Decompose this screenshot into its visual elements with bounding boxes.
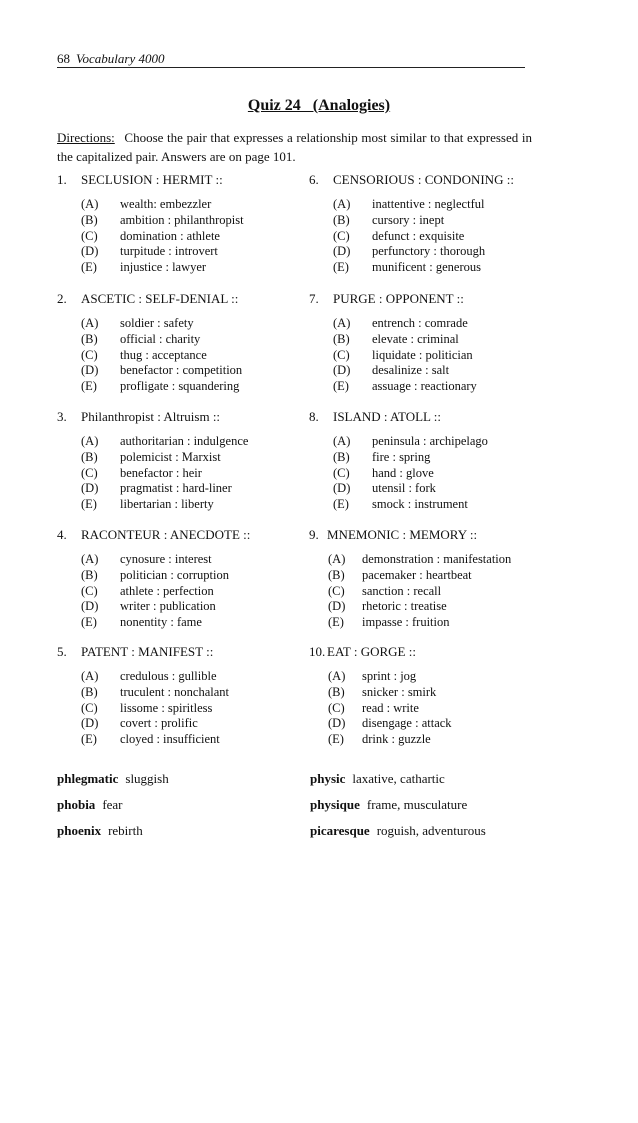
- answer-options: [57, 316, 242, 395]
- answer-option: [309, 599, 511, 615]
- option-letter: (B): [81, 331, 98, 346]
- vocab-definition: frame, musculature: [366, 797, 468, 812]
- option-letter: (B): [333, 212, 350, 227]
- answer-option: [309, 481, 488, 497]
- option-text: sanction : recall: [362, 583, 442, 598]
- option-letter: (D): [333, 363, 351, 378]
- option-letter: (B): [333, 449, 350, 464]
- answer-option: [57, 669, 229, 685]
- option-text: hand : glove: [372, 465, 434, 480]
- option-text: rhetoric : treatise: [362, 599, 447, 614]
- answer-options: [57, 434, 248, 513]
- vocab-term: phobia: [57, 797, 96, 812]
- directions-label: Directions:: [57, 130, 115, 145]
- question-3: [57, 408, 248, 513]
- option-text: turpitude : introvert: [120, 244, 218, 259]
- option-text: impasse : fruition: [362, 615, 450, 630]
- answer-option: [309, 732, 452, 748]
- answer-option: [57, 332, 242, 348]
- option-letter: (E): [328, 615, 344, 630]
- option-text: nonentity : fame: [120, 615, 202, 630]
- question-stem: [309, 290, 477, 308]
- option-letter: (B): [81, 449, 98, 464]
- answer-option: [309, 716, 452, 732]
- answer-option: [309, 466, 488, 482]
- option-text: cynosure : interest: [120, 552, 212, 566]
- question-8: [309, 408, 488, 513]
- option-text: authoritarian : indulgence: [120, 434, 249, 448]
- option-text: libertarian : liberty: [120, 497, 214, 512]
- answer-options: [57, 669, 229, 748]
- question-stem-text: ISLAND : ATOLL ::: [333, 409, 441, 424]
- answer-option: [57, 434, 248, 450]
- question-stem-text: PATENT : MANIFEST ::: [81, 644, 214, 659]
- option-letter: (B): [333, 331, 350, 346]
- book-title: Vocabulary 4000: [76, 51, 165, 66]
- option-text: munificent : generous: [372, 260, 481, 275]
- option-letter: (E): [81, 379, 97, 394]
- option-letter: (A): [81, 669, 99, 683]
- option-text: domination : athlete: [120, 228, 220, 243]
- question-number: 1.: [57, 172, 67, 187]
- option-letter: (C): [81, 228, 98, 243]
- option-letter: (A): [333, 434, 351, 448]
- option-text: pacemaker : heartbeat: [362, 567, 472, 582]
- answer-option: [309, 213, 514, 229]
- option-text: official : charity: [120, 331, 201, 346]
- answer-option: [57, 466, 248, 482]
- option-text: injustice : lawyer: [120, 260, 207, 275]
- option-text: elevate : criminal: [372, 331, 459, 346]
- option-text: read : write: [362, 700, 419, 715]
- answer-option: [57, 348, 242, 364]
- option-text: cursory : inept: [372, 212, 445, 227]
- option-letter: (D): [333, 244, 351, 259]
- option-text: wealth: embezzler: [120, 197, 212, 211]
- answer-option: [309, 348, 477, 364]
- option-letter: (C): [328, 583, 345, 598]
- answer-option: [309, 332, 477, 348]
- option-letter: (A): [328, 669, 346, 683]
- vocab-definition: roguish, adventurous: [376, 823, 486, 838]
- option-letter: (C): [333, 465, 350, 480]
- option-text: soldier : safety: [120, 316, 194, 330]
- option-text: fire : spring: [372, 449, 431, 464]
- answer-option: [57, 363, 242, 379]
- option-letter: (A): [333, 197, 351, 211]
- option-text: pragmatist : hard-liner: [120, 481, 232, 496]
- quiz-title: [0, 97, 638, 115]
- answer-option: [57, 260, 244, 276]
- vocab-term: physique: [310, 797, 360, 812]
- answer-option: [57, 701, 229, 717]
- answer-option: [57, 716, 229, 732]
- option-text: credulous : gullible: [120, 669, 217, 683]
- question-number: 8.: [309, 409, 319, 424]
- option-letter: (C): [81, 347, 98, 362]
- vocab-definition: laxative, cathartic: [352, 771, 445, 786]
- option-letter: (A): [333, 316, 351, 330]
- question-number: 4.: [57, 527, 67, 542]
- answer-option: [309, 685, 452, 701]
- question-stem: [309, 526, 511, 544]
- option-letter: (E): [81, 732, 97, 747]
- option-text: ambition : philanthropist: [120, 212, 244, 227]
- question-stem-text: CENSORIOUS : CONDONING ::: [333, 172, 514, 187]
- option-letter: (C): [81, 583, 98, 598]
- option-letter: (D): [81, 363, 99, 378]
- option-text: desalinize : salt: [372, 363, 450, 378]
- answer-option: [57, 685, 229, 701]
- answer-option: [57, 229, 244, 245]
- answer-option: [57, 584, 250, 600]
- question-stem-text: Philanthropist : Altruism ::: [81, 409, 221, 424]
- question-stem: [309, 408, 488, 426]
- vocab-entry: [310, 792, 486, 818]
- option-letter: (C): [81, 700, 98, 715]
- option-text: benefactor : competition: [120, 363, 243, 378]
- question-6: [309, 171, 514, 276]
- vocab-entry: [57, 792, 169, 818]
- option-letter: (E): [333, 379, 349, 394]
- answer-option: [57, 497, 248, 513]
- answer-option: [57, 568, 250, 584]
- question-number: 2.: [57, 291, 67, 306]
- question-1: [57, 171, 244, 276]
- answer-options: [309, 552, 511, 631]
- answer-option: [57, 599, 250, 615]
- option-letter: (A): [328, 552, 346, 566]
- answer-option: [309, 244, 514, 260]
- option-text: polemicist : Marxist: [120, 449, 221, 464]
- question-stem-text: ASCETIC : SELF-DENIAL ::: [81, 291, 239, 306]
- option-letter: (E): [333, 497, 349, 512]
- option-letter: (C): [328, 700, 345, 715]
- option-letter: (B): [81, 684, 98, 699]
- vocab-definition: rebirth: [108, 823, 143, 838]
- answer-option: [57, 615, 250, 631]
- question-7: [309, 290, 477, 395]
- answer-option: [57, 316, 242, 332]
- question-10: [309, 643, 452, 748]
- question-stem: [57, 526, 250, 544]
- page-number: 68: [57, 51, 70, 66]
- option-text: profligate : squandering: [120, 379, 240, 394]
- option-text: writer : publication: [120, 599, 216, 614]
- option-letter: (E): [333, 260, 349, 275]
- answer-option: [309, 568, 511, 584]
- vocab-term: picaresque: [310, 823, 370, 838]
- answer-option: [309, 379, 477, 395]
- option-letter: (E): [81, 260, 97, 275]
- answer-option: [309, 497, 488, 513]
- option-letter: (D): [81, 716, 99, 731]
- option-letter: (A): [81, 552, 99, 566]
- directions-text: Choose the pair that expresses a relationship most similar to that expressed in the capitalized pair. Answers are on page 101.: [57, 130, 532, 164]
- question-stem-text: PURGE : OPPONENT ::: [333, 291, 464, 306]
- option-text: benefactor : heir: [120, 465, 202, 480]
- option-text: politician : corruption: [120, 567, 230, 582]
- option-letter: (C): [81, 465, 98, 480]
- answer-options: [309, 316, 477, 395]
- option-text: snicker : smirk: [362, 684, 437, 699]
- answer-option: [309, 669, 452, 685]
- question-number: 7.: [309, 291, 319, 306]
- option-text: demonstration : manifestation: [362, 552, 512, 566]
- option-text: covert : prolific: [120, 716, 198, 731]
- option-letter: (D): [328, 716, 346, 731]
- question-stem: [309, 643, 452, 661]
- option-text: cloyed : insufficient: [120, 732, 220, 747]
- answer-option: [309, 434, 488, 450]
- option-letter: (B): [328, 684, 345, 699]
- vocab-entry: [57, 818, 169, 844]
- option-letter: (D): [81, 481, 99, 496]
- answer-option: [309, 701, 452, 717]
- answer-option: [309, 316, 477, 332]
- option-letter: (E): [328, 732, 344, 747]
- vocab-definition: sluggish: [125, 771, 169, 786]
- option-text: thug : acceptance: [120, 347, 207, 362]
- answer-options: [309, 434, 488, 513]
- question-number: 6.: [309, 172, 319, 187]
- vocab-definition: fear: [102, 797, 123, 812]
- option-text: defunct : exquisite: [372, 228, 465, 243]
- question-2: [57, 290, 242, 395]
- answer-option: [309, 229, 514, 245]
- quiz-title-text: Quiz 24 (Analogies): [247, 97, 391, 114]
- option-letter: (E): [81, 497, 97, 512]
- answer-options: [57, 552, 250, 631]
- question-stem-text: EAT : GORGE ::: [327, 644, 416, 659]
- question-4: [57, 526, 250, 631]
- option-text: entrench : comrade: [372, 316, 468, 330]
- option-letter: (D): [333, 481, 351, 496]
- vocab-list-right: [310, 766, 486, 844]
- question-number: 9.: [309, 527, 319, 542]
- answer-option: [57, 197, 244, 213]
- answer-option: [57, 213, 244, 229]
- answer-option: [309, 584, 511, 600]
- option-text: inattentive : neglectful: [372, 197, 485, 211]
- option-text: truculent : nonchalant: [120, 684, 229, 699]
- directions: [57, 128, 532, 166]
- option-text: athlete : perfection: [120, 583, 214, 598]
- option-letter: (A): [81, 316, 99, 330]
- answer-option: [57, 379, 242, 395]
- answer-option: [309, 260, 514, 276]
- question-stem: [309, 171, 514, 189]
- question-stem-text: RACONTEUR : ANECDOTE ::: [81, 527, 251, 542]
- option-letter: (D): [81, 599, 99, 614]
- option-letter: (A): [81, 434, 99, 448]
- answer-option: [57, 481, 248, 497]
- vocab-list-left: [57, 766, 169, 844]
- option-text: smock : instrument: [372, 497, 468, 512]
- question-5: [57, 643, 229, 748]
- question-stem-text: MNEMONIC : MEMORY ::: [327, 527, 478, 542]
- option-letter: (B): [81, 567, 98, 582]
- vocab-entry: [57, 766, 169, 792]
- answer-option: [309, 363, 477, 379]
- answer-option: [309, 450, 488, 466]
- option-text: sprint : jog: [362, 669, 417, 683]
- answer-options: [309, 197, 514, 276]
- question-number: 3.: [57, 409, 67, 424]
- answer-option: [309, 197, 514, 213]
- answer-option: [57, 732, 229, 748]
- answer-option: [309, 552, 511, 568]
- option-letter: (C): [333, 228, 350, 243]
- option-letter: (E): [81, 615, 97, 630]
- question-stem: [57, 171, 244, 189]
- vocab-term: phoenix: [57, 823, 102, 838]
- option-text: utensil : fork: [372, 481, 436, 496]
- option-letter: (D): [81, 244, 99, 259]
- question-9: [309, 526, 511, 631]
- option-text: peninsula : archipelago: [372, 434, 488, 448]
- vocab-entry: [310, 818, 486, 844]
- question-number: 5.: [57, 644, 67, 659]
- question-stem: [57, 643, 229, 661]
- option-text: disengage : attack: [362, 716, 452, 731]
- question-stem: [57, 290, 242, 308]
- answer-option: [57, 450, 248, 466]
- question-number: 10.: [309, 644, 326, 659]
- vocab-entry: [310, 766, 486, 792]
- option-text: liquidate : politician: [372, 347, 473, 362]
- option-letter: (D): [328, 599, 346, 614]
- option-text: lissome : spiritless: [120, 700, 213, 715]
- vocab-term: physic: [310, 771, 346, 786]
- option-letter: (B): [328, 567, 345, 582]
- answer-option: [309, 615, 511, 631]
- option-letter: (C): [333, 347, 350, 362]
- answer-options: [309, 669, 452, 748]
- page-header: [57, 51, 525, 68]
- question-stem: [57, 408, 248, 426]
- option-text: assuage : reactionary: [372, 379, 477, 394]
- answer-option: [57, 244, 244, 260]
- answer-option: [57, 552, 250, 568]
- vocab-term: phlegmatic: [57, 771, 119, 786]
- question-stem-text: SECLUSION : HERMIT ::: [81, 172, 223, 187]
- option-text: perfunctory : thorough: [372, 244, 486, 259]
- option-letter: (B): [81, 212, 98, 227]
- option-letter: (A): [81, 197, 99, 211]
- option-text: drink : guzzle: [362, 732, 431, 747]
- answer-options: [57, 197, 244, 276]
